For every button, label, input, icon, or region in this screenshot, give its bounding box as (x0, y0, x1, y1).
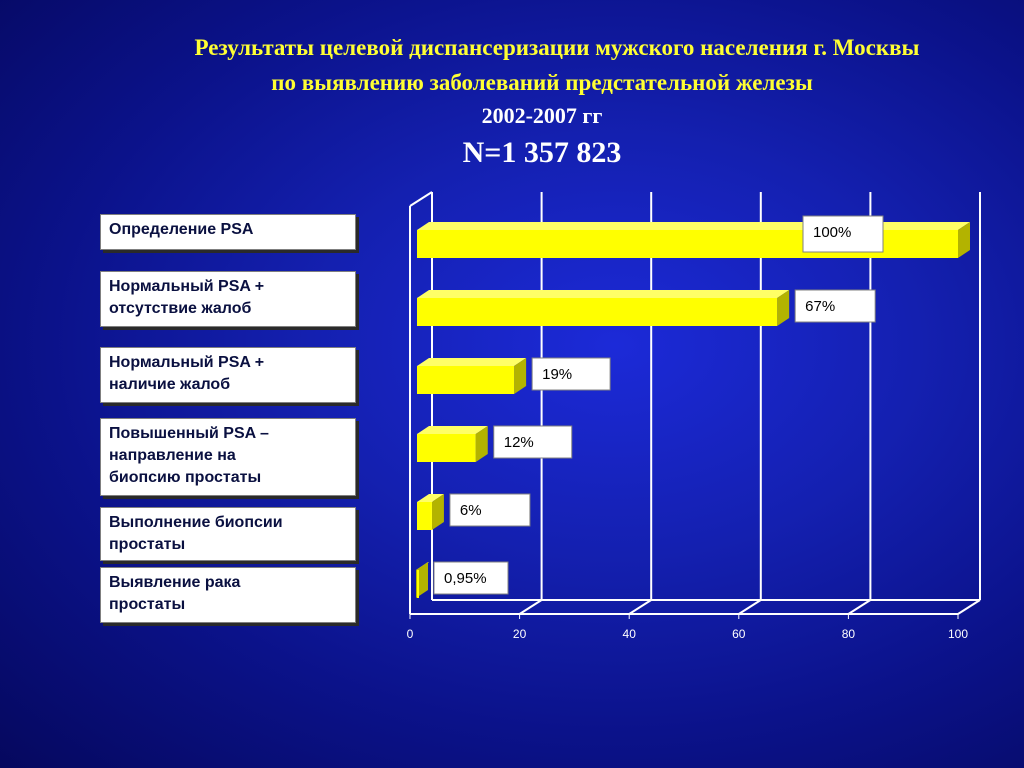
x-tick-label-40: 40 (622, 627, 636, 641)
data-label-4: 6% (459, 502, 482, 519)
data-label-1: 67% (805, 298, 836, 315)
bar-5 (417, 570, 419, 598)
bar-3 (417, 434, 476, 462)
x-tick-label-60: 60 (732, 627, 746, 641)
x-tick-label-100: 100 (947, 627, 969, 641)
chart-title-years: 2002-2007 гг (481, 103, 603, 128)
y-axis-top-edge (410, 192, 432, 206)
category-label-psa-test: Определение PSA (100, 214, 356, 250)
chart-title-line-2: по выявлению заболеваний предстательной железы (271, 70, 813, 95)
category-label-normal-psa-no-complaints: Нормальный PSA + отсутствие жалоб (100, 271, 356, 327)
bar-top-1 (417, 290, 789, 298)
chart-title-line-1: Результаты целевой диспансеризации мужского населения г. Москвы (194, 35, 920, 60)
floor-line-100 (958, 600, 980, 614)
bar-4 (417, 502, 432, 530)
data-label-2: 19% (542, 366, 573, 383)
x-tick-label-80: 80 (841, 627, 856, 641)
floor-line-20 (520, 600, 542, 614)
bar-1 (417, 298, 777, 326)
bar-top-2 (417, 358, 526, 366)
category-label-elevated-psa-biopsy-referral: Повышенный PSA – направление на биопсию простаты (100, 418, 356, 496)
bar-2 (417, 366, 514, 394)
category-label-normal-psa-complaints: Нормальный PSA + наличие жалоб (100, 347, 356, 403)
data-label-0: 100% (813, 224, 852, 241)
bar-top-3 (417, 426, 488, 434)
category-label-biopsy-performed: Выполнение биопсии простаты (100, 507, 356, 561)
floor-line-40 (629, 600, 651, 614)
bar-top-0 (417, 222, 970, 230)
category-label-cancer-detected: Выявление рака простаты (100, 567, 356, 623)
data-label-3: 12% (503, 434, 534, 451)
floor-line-60 (739, 600, 761, 614)
floor-line-80 (848, 600, 870, 614)
x-tick-label-20: 20 (512, 627, 527, 641)
data-label-5: 0,95% (444, 570, 487, 587)
chart-title-sample-size: N=1 357 823 (462, 136, 622, 169)
x-tick-label-0: 0 (406, 627, 414, 641)
